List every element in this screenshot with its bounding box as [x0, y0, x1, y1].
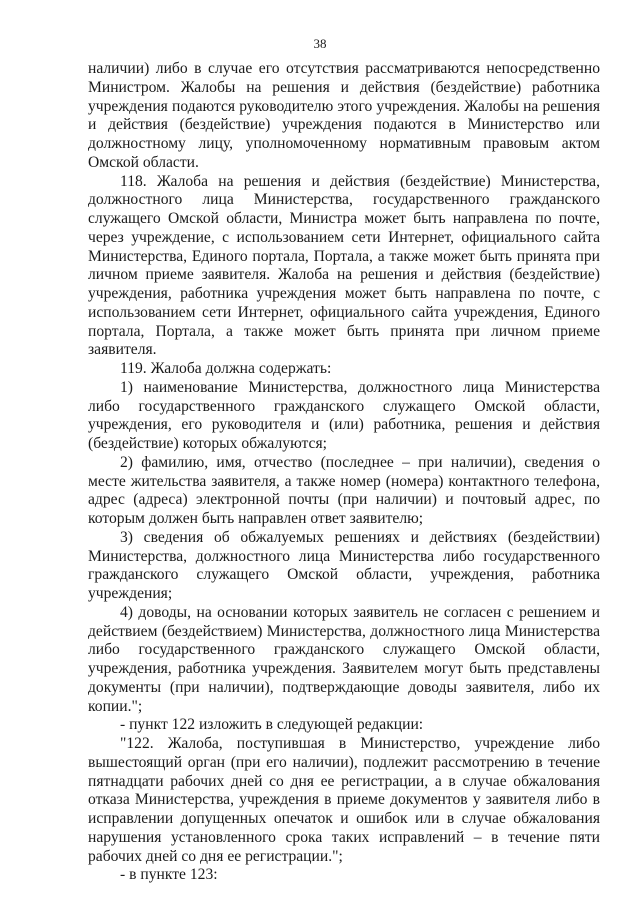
document-body: [88, 60, 600, 885]
paragraph-item-122: "122. Жалоба, поступившая в Министерство, учреждение либо вышестоящий орган (при его наличии), подлежит рассмотрению в течение пятнадцати рабочих дней со дня ее регистрации, а в случае обжалования отказа Министерства, учреждения в приеме документов у заявителя либо в исправлении допущенных опечаток и ошибок или в случае обжалования нарушения установленного срока таких исправлений – в течение пяти рабочих дней со дня ее регистрации.";: [88, 735, 600, 865]
paragraph-item-119: 119. Жалоба должна содержать:: [120, 360, 332, 377]
paragraph-continuation: наличии) либо в случае его отсутствия рассматриваются непосредственно Министром. Жалобы на решения и действия (бездействие) работника учреждения подаются руководителю этого учреждения. Жалобы на решения и действия (бездействие) учреждения подаются в Министерство или должностному лицу, уполномоченному нормативным правовым актом Омской области.: [88, 60, 600, 171]
list-item-3: 3) сведения об обжалуемых решениях и действиях (бездействии) Министерства, должностного лица Министерства либо государственного гражданского служащего Омской области, учреждения, работника учреждения;: [88, 528, 600, 602]
amendment-point-123: - в пункте 123:: [120, 866, 218, 884]
list-item-4: 4) доводы, на основании которых заявитель не согласен с решением и действием (бездействием) Министерства, должностного лица Министерства либо государственного гражданского служащего Омской области, учреждения, работника учреждения. Заявителем могут быть представлены документы (при наличии), подтверждающие доводы заявителя, либо их копии.";: [88, 603, 600, 715]
list-item-2: 2) фамилию, имя, отчество (последнее – при наличии), сведения о месте жительства заявителя, а также номер (номера) контактного телефона, адрес (адреса) электронной почты (при наличии) и почтовый адрес, по которым должен быть направлен ответ заявителю;: [88, 453, 600, 527]
page-number: 38: [313, 36, 327, 51]
amendment-point-122: - пункт 122 изложить в следующей редакции:: [120, 716, 424, 734]
paragraph-item-118: 118. Жалоба на решения и действия (бездействие) Министерства, должностного лица Министерства, государственного гражданского служащего Омской области, Министра может быть направлена по почте, через учреждение, с использованием сети Интернет, официального сайта Министерства, Единого портала, Портала, а также может быть принята при личном приеме заявителя. Жалоба на решения и действия (бездействие) учреждения, работника учреждения может быть направлена по почте, с использованием сети Интернет, официального сайта учреждения, Единого портала, Портала, а также может быть принята при личном приеме заявителя.: [88, 172, 600, 359]
list-item-1: 1) наименование Министерства, должностного лица Министерства либо государственного гражданского служащего Омской области, учреждения, его руководителя и (или) работника, решения и действия (бездействие) которых обжалуются;: [88, 378, 600, 452]
